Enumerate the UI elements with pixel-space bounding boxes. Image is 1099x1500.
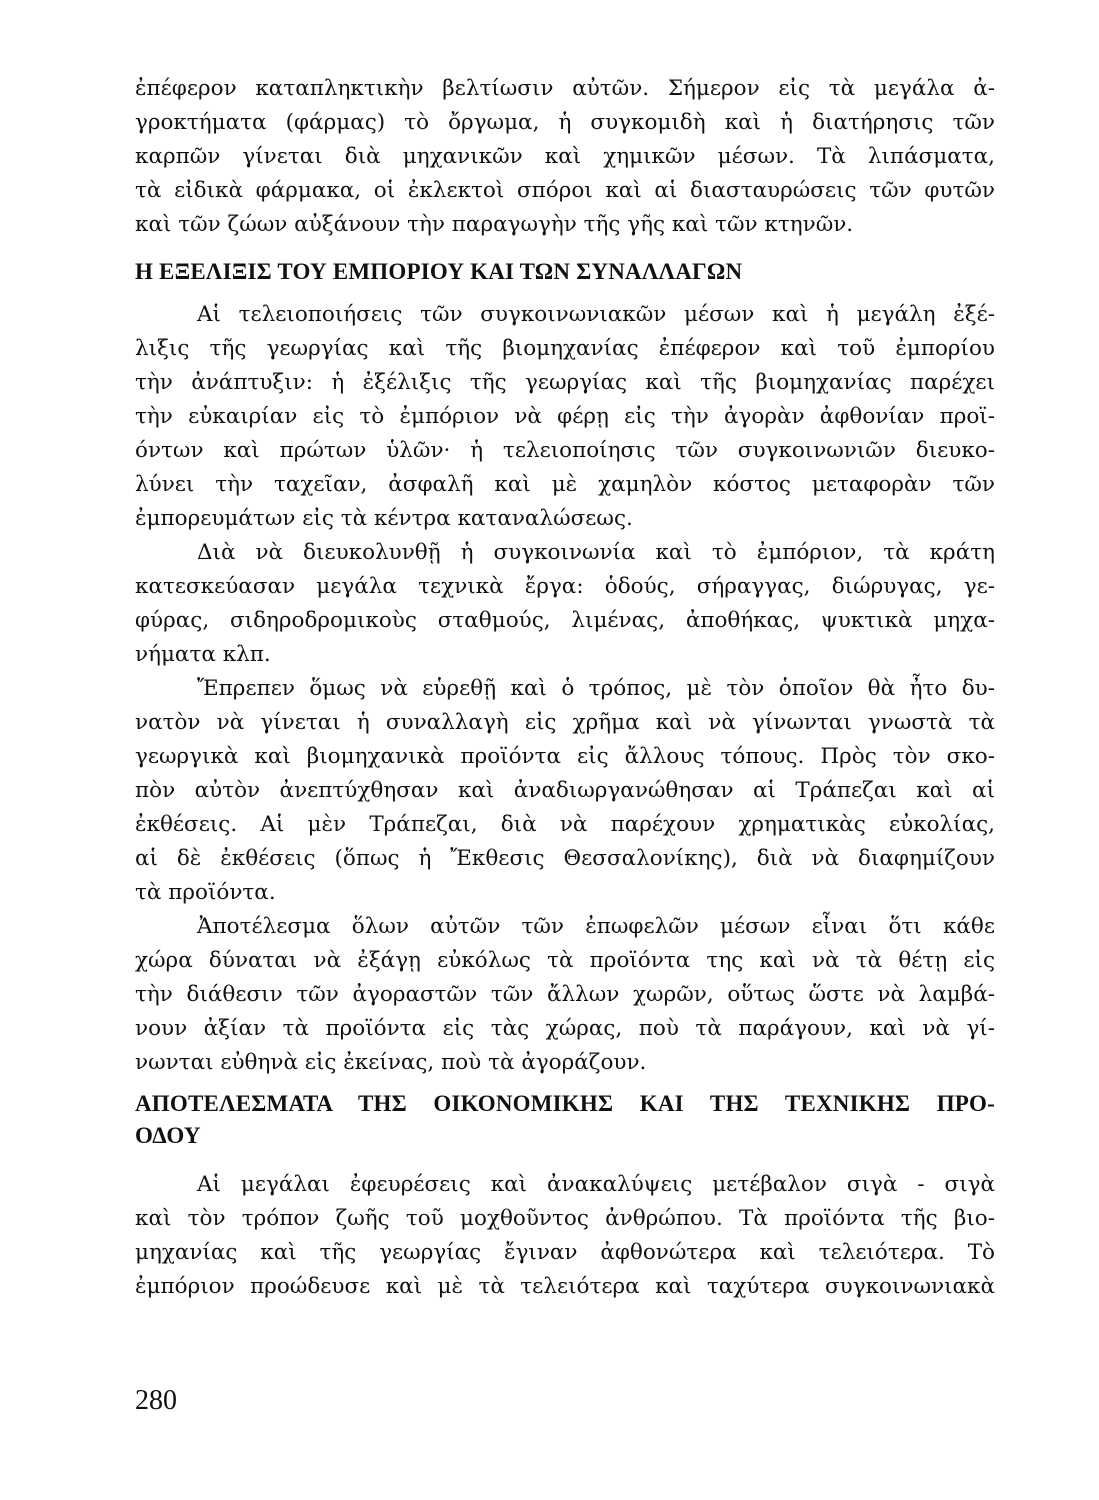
- text-line: ἐπέφερον καταπληκτικὴν βελτίωσιν αὐτῶν. Σήμερον εἰς τὰ μεγάλα ἀ-: [135, 76, 995, 101]
- text-line: τὴν εὐκαιρίαν εἰς τὸ ἐμπόριον νὰ φέρῃ εἰς τὴν ἀγορὰν ἀφθονίαν προϊ-: [135, 404, 995, 429]
- text-line: νωνται εὐθηνὰ εἰς ἐκείνας, ποὺ τὰ ἀγοράζουν.: [135, 1050, 647, 1075]
- text-line: τὴν διάθεσιν τῶν ἀγοραστῶν τῶν ἄλλων χωρῶν, οὕτως ὥστε νὰ λαμβά-: [135, 982, 995, 1007]
- text-line: Αἱ μεγάλαι ἐφευρέσεις καὶ ἀνακαλύψεις μετέβαλον σιγὰ - σιγὰ: [197, 1172, 995, 1197]
- text-line: νουν ἀξίαν τὰ προϊόντα εἰς τὰς χώρας, ποὺ τὰ παράγουν, καὶ νὰ γί-: [135, 1016, 995, 1041]
- text-line: πὸν αὐτὸν ἀνεπτύχθησαν καὶ ἀναδιωργανώθησαν αἱ Τράπεζαι καὶ αἱ: [135, 778, 995, 803]
- text-line: γεωργικὰ καὶ βιομηχανικὰ προϊόντα εἰς ἄλλους τόπους. Πρὸς τὸν σκο-: [135, 744, 995, 769]
- text-line: τὴν ἀνάπτυξιν: ἡ ἐξέλιξις τῆς γεωργίας καὶ τῆς βιομηχανίας παρέχει: [135, 370, 995, 395]
- text-line: καρπῶν γίνεται διὰ μηχανικῶν καὶ χημικῶν μέσων. Τὰ λιπάσματα,: [135, 144, 995, 169]
- text-line: Διὰ νὰ διευκολυνθῇ ἡ συγκοινωνία καὶ τὸ ἐμπόριον, τὰ κράτη: [197, 540, 995, 565]
- section-heading: ΑΠΟΤΕΛΕΣΜΑΤΑ ΤΗΣ ΟΙΚΟΝΟΜΙΚΗΣ ΚΑΙ ΤΗΣ ΤΕΧΝΙΚΗΣ ΠΡΟ-: [135, 1091, 995, 1116]
- page-body: [135, 72, 995, 1304]
- section-heading: Η ΕΞΕΛΙΞΙΣ ΤΟΥ ΕΜΠΟΡΙΟΥ ΚΑΙ ΤΩΝ ΣΥΝΑΛΛΑΓΩΝ: [135, 259, 743, 284]
- text-line: τὰ εἰδικὰ φάρμακα, οἱ ἐκλεκτοὶ σπόροι καὶ αἱ διασταυρώσεις τῶν φυτῶν: [135, 178, 995, 203]
- text-line: ἐμπορευμάτων εἰς τὰ κέντρα καταναλώσεως.: [135, 506, 633, 531]
- section-heading: ΟΔΟΥ: [135, 1123, 201, 1148]
- text-line: χώρα δύναται νὰ ἐξάγῃ εὐκόλως τὰ προϊόντα της καὶ νὰ τὰ θέτῃ εἰς: [135, 948, 995, 973]
- text-line: Ἀποτέλεσμα ὅλων αὐτῶν τῶν ἐπωφελῶν μέσων εἶναι ὅτι κάθε: [197, 914, 995, 939]
- text-line: όντων καὶ πρώτων ὑλῶν· ἡ τελειοποίησις τῶν συγκοινωνιῶν διευκο-: [135, 438, 995, 463]
- text-line: μηχανίας καὶ τῆς γεωργίας ἔγιναν ἀφθονώτερα καὶ τελειότερα. Τὸ: [135, 1240, 995, 1265]
- text-line: λύνει τὴν ταχεῖαν, ἀσφαλῆ καὶ μὲ χαμηλὸν κόστος μεταφορὰν τῶν: [135, 472, 995, 497]
- text-line: κατεσκεύασαν μεγάλα τεχνικὰ ἔργα: ὁδούς, σήραγγας, διώρυγας, γε-: [135, 574, 995, 599]
- text-line: τὰ προϊόντα.: [135, 880, 276, 905]
- text-line: καὶ τὸν τρόπον ζωῆς τοῦ μοχθοῦντος ἀνθρώπου. Τὰ προϊόντα τῆς βιο-: [135, 1206, 995, 1231]
- text-line: αἱ δὲ ἐκθέσεις (ὅπως ἡ Ἔκθεσις Θεσσαλονίκης), διὰ νὰ διαφημίζουν: [135, 846, 995, 871]
- text-line: Αἱ τελειοποιήσεις τῶν συγκοινωνιακῶν μέσων καὶ ἡ μεγάλη ἐξέ-: [197, 302, 995, 327]
- text-line: ἐμπόριον προώδευσε καὶ μὲ τὰ τελειότερα καὶ ταχύτερα συγκοινωνιακὰ: [135, 1274, 995, 1299]
- text-line: καὶ τῶν ζώων αὐξάνουν τὴν παραγωγὴν τῆς γῆς καὶ τῶν κτηνῶν.: [135, 212, 854, 237]
- text-line: νατὸν νὰ γίνεται ἡ συναλλαγὴ εἰς χρῆμα καὶ νὰ γίνωνται γνωστὰ τὰ: [135, 710, 995, 735]
- page-number: 280: [135, 1385, 177, 1416]
- text-line: γροκτήματα (φάρμας) τὸ ὄργωμα, ἡ συγκομιδὴ καὶ ἡ διατήρησις τῶν: [135, 110, 995, 135]
- text-line: Ἔπρεπεν ὅμως νὰ εὑρεθῇ καὶ ὁ τρόπος, μὲ τὸν ὁποῖον θὰ ἦτο δυ-: [197, 676, 995, 701]
- text-line: φύρας, σιδηροδρομικοὺς σταθμούς, λιμένας, ἀποθήκας, ψυκτικὰ μηχα-: [135, 608, 995, 633]
- text-line: νήματα κλπ.: [135, 642, 271, 667]
- text-line: λιξις τῆς γεωργίας καὶ τῆς βιομηχανίας ἐπέφερον καὶ τοῦ ἐμπορίου: [135, 336, 995, 361]
- text-line: ἐκθέσεις. Αἱ μὲν Τράπεζαι, διὰ νὰ παρέχουν χρηματικὰς εὐκολίας,: [135, 812, 995, 837]
